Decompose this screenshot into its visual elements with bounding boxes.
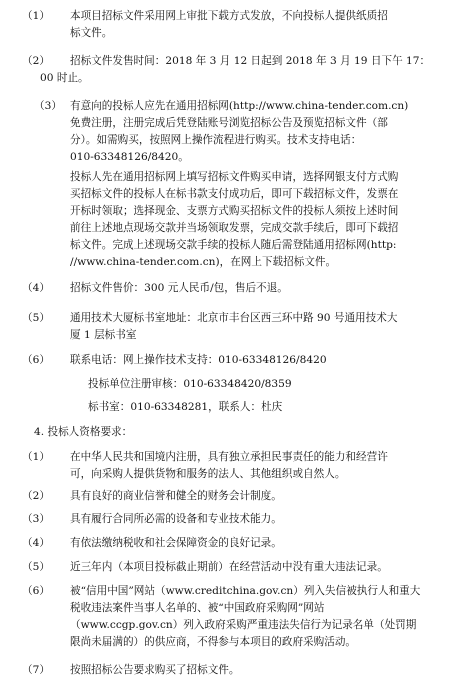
req-text: 税收违法案件当事人名单的、被“中国政府采购网”网站 <box>70 602 325 614</box>
item-number: （6） <box>22 354 50 366</box>
item-text: 标文件。 <box>70 27 113 39</box>
req-text: 在中华人民共和国境内注册，具有独立承担民事责任的能力和经营许 <box>70 451 388 463</box>
item-5 <box>22 310 397 344</box>
item-text: //www.china-tender.com.cn)，在网上下载招标文件。 <box>70 256 337 268</box>
req-7 <box>22 662 240 679</box>
item-text: 联系电话：网上操作技术支持：010-63348126/8420 <box>70 354 327 366</box>
item-2 <box>22 53 430 87</box>
req-4 <box>22 535 282 552</box>
req-text: （www.ccgp.gov.cn）列入政府采购严重违法失信行为记录名单（处罚期 <box>70 619 417 631</box>
item-number: （1） <box>22 10 50 22</box>
item-number: （3） <box>34 100 62 112</box>
req-number: （3） <box>22 513 50 525</box>
req-text: 可，向采购人提供货物和服务的法人、其他组织或自然人。 <box>70 468 346 480</box>
req-text: 限尚未届满的）的供应商，不得参与本项目的政府采购活动。 <box>70 636 357 648</box>
item-text: 前往上述地点现场交款并当场领取发票，完成交款手续后，即可下载招 <box>70 222 399 234</box>
item-text: 招标文件发售时间：2018 年 3 月 12 日起到 2018 年 3 月 19 日下午 17： <box>70 55 431 67</box>
section-title: 4. 投标人资格要求： <box>34 426 133 438</box>
req-number: （6） <box>22 585 50 597</box>
item-text: 00 时止。 <box>40 72 89 84</box>
item-text: 买招标文件的投标人在标书款支付成功后，即可下载招标文件，发票在 <box>70 188 399 200</box>
req-text: 近三年内（本项目投标截止期前）在经营活动中没有重大违法记录。 <box>70 561 388 573</box>
item-text: 标书室：010-63348281，联系人：杜庆 <box>88 401 283 413</box>
item-text: 有意向的投标人应先在通用招标网(http://www.china-tender.com.cn) <box>70 100 409 112</box>
item-number: （2） <box>22 55 50 67</box>
item-text: 本项目招标文件采用网上审批下载方式发放，不向投标人提供纸质招 <box>70 10 388 22</box>
req-6 <box>22 583 420 651</box>
req-number: （2） <box>22 490 50 502</box>
item-text: 标文件。完成上述现场交款手续的投标人随后需登陆通用招标网(http: <box>70 239 397 251</box>
item-text: 010-63348126/8420。 <box>70 151 189 163</box>
req-1 <box>22 449 388 483</box>
item-6 <box>22 352 327 369</box>
item-number: （4） <box>22 282 50 294</box>
item-1 <box>22 8 388 42</box>
item-6-line-2 <box>88 376 292 393</box>
item-text: 投标单位注册审核：010-63348420/8359 <box>88 378 292 390</box>
req-5 <box>22 559 388 576</box>
item-text: 免费注册，注册完成后凭登陆账号浏览招标公告及预览招标文件（部 <box>70 117 388 129</box>
req-number: （7） <box>22 664 50 676</box>
req-text: 被“信用中国”网站（www.creditchina.gov.cn）列入失信被执行人和重大 <box>70 585 421 597</box>
item-4 <box>22 280 288 297</box>
item-text: 开标时领取；选择现金、支票方式购买招标文件的投标人须按上述时间 <box>70 205 399 217</box>
item-text: 通用技术大厦标书室地址：北京市丰台区西三环中路 90 号通用技术大 <box>70 312 398 324</box>
req-text: 具有履行合同所必需的设备和专业技术能力。 <box>70 513 282 525</box>
req-text: 按照招标公告要求购买了招标文件。 <box>70 664 240 676</box>
req-3 <box>22 511 282 528</box>
item-number: （5） <box>22 312 50 324</box>
item-text: 厦 1 层标书室 <box>70 329 137 341</box>
req-number: （1） <box>22 451 50 463</box>
req-text: 具有良好的商业信誉和健全的财务会计制度。 <box>70 490 282 502</box>
req-text: 有依法缴纳税收和社会保障资金的良好记录。 <box>70 537 282 549</box>
item-3-paragraph <box>70 169 398 271</box>
item-text: 分）。如需购买，按照网上操作流程进行购买。技术支持电话： <box>70 134 362 146</box>
item-3 <box>34 98 408 166</box>
req-number: （5） <box>22 561 50 573</box>
item-6-line-3 <box>88 399 282 416</box>
req-2 <box>22 488 282 505</box>
req-number: （4） <box>22 537 50 549</box>
item-text: 招标文件售价：300 元人民币/包，售后不退。 <box>70 282 288 294</box>
item-text: 投标人先在通用招标网上填写招标文件购买申请，选择网银支付方式购 <box>70 171 399 183</box>
